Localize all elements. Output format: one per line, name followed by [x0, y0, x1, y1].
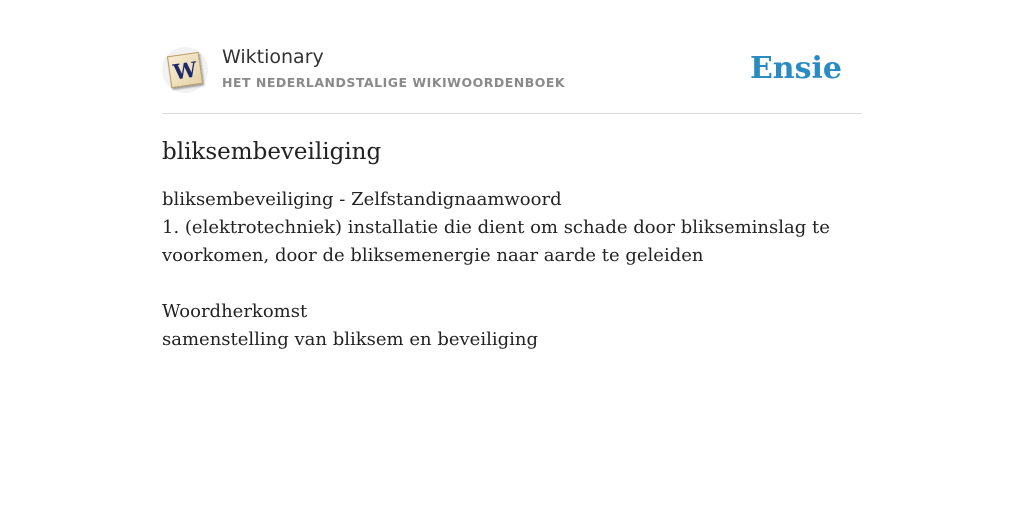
- entry-content: [162, 186, 862, 354]
- section-spacer: [162, 270, 862, 298]
- logo-letter: W: [171, 55, 199, 85]
- page-container: [162, 44, 862, 354]
- etymology-text: samenstelling van bliksem en beveiliging: [162, 329, 538, 350]
- site-header: [162, 44, 862, 114]
- definition-heading: bliksembeveiliging - Zelfstandignaamwoord: [162, 189, 562, 210]
- wiktionary-tile-icon: [167, 52, 203, 88]
- etymology-heading: Woordherkomst: [162, 301, 308, 322]
- site-name[interactable]: Wiktionary: [222, 46, 324, 68]
- site-subtitle: HET NEDERLANDSTALIGE WIKIWOORDENBOEK: [222, 75, 566, 90]
- page-title: bliksembeveiliging: [162, 139, 382, 165]
- wiktionary-logo[interactable]: [162, 47, 208, 93]
- ensie-logo-link[interactable]: Ensie: [749, 51, 842, 86]
- definition-text: 1. (elektrotechniek) installatie die dient om schade door blikseminslag te voorkomen, door de bliksemenergie naar aarde te geleiden: [162, 217, 830, 266]
